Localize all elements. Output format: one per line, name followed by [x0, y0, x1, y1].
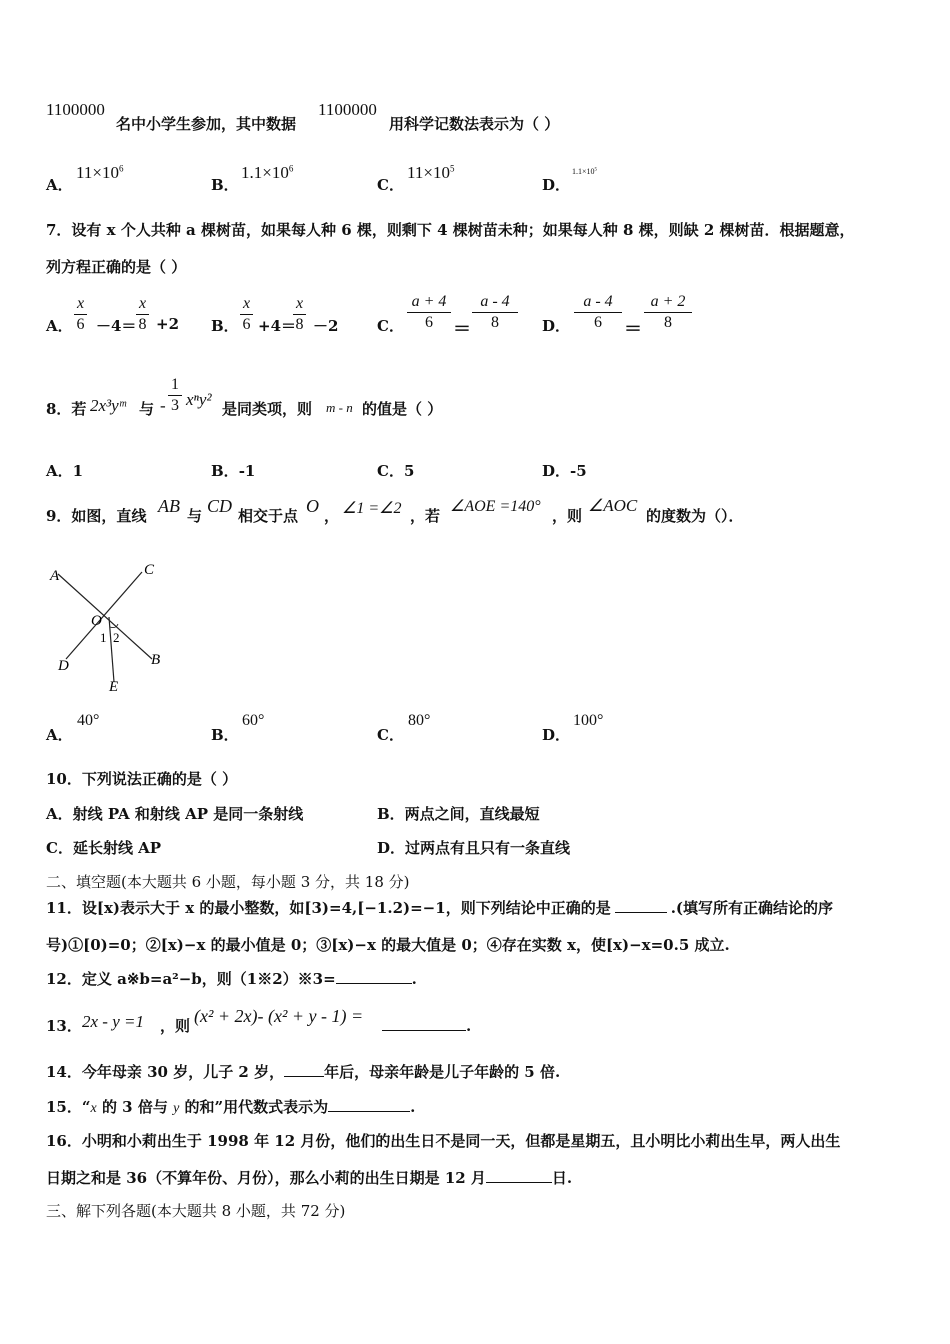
q8-option-c: C．5: [377, 462, 415, 480]
q7-a-mid: －4＝: [96, 317, 137, 335]
q12: 12．定义 a※b=a²−b，则（1※2）※3= .: [46, 970, 417, 988]
q7-a-label: A．: [46, 317, 73, 335]
q11-line2: 号)①[0)=0；②[x)−x 的最小值是 0；③[x)−x 的最大值是 0；④存在实数 x，使[x)−x=0.5 成立.: [46, 936, 730, 954]
label-o: O: [91, 613, 102, 629]
label-d: D: [58, 658, 69, 674]
q6-option-b-label: B．: [211, 176, 239, 194]
q11-line1: 11．设[x)表示大于 x 的最小整数，如[3)=4,[−1.2)=−1，则下列结论中正确的是 .(填写所有正确结论的序: [46, 899, 834, 917]
label-c: C: [144, 562, 155, 578]
line-oe: [109, 617, 114, 682]
q6-text-2: 用科学记数法表示为（ ）: [389, 115, 560, 133]
q6-number-2: 1100000: [318, 100, 377, 119]
q10-option-a: A．射线 PA 和射线 AP 是同一条射线: [46, 805, 304, 823]
q6-option-b-value: $1.1\times 10^6$: [241, 163, 294, 182]
q7-stem-line1: 7．设有 x 个人共种 a 棵树苗，如果每人种 6 棵，则剩下 4 棵树苗未种；如果每人种 8 棵，则缺 2 棵树苗．根据题意，: [46, 221, 855, 239]
label-e: E: [109, 679, 119, 695]
q7-c-frac1: a + 4 6: [407, 292, 451, 333]
q9-b-value: 60°: [242, 712, 265, 729]
q8-option-b: B．-1: [211, 462, 256, 480]
line-cd: [66, 572, 142, 659]
q8-option-d: D．-5: [542, 462, 587, 480]
q6-option-c-label: C．: [377, 176, 404, 194]
q10-option-d: D．过两点有且只有一条直线: [377, 839, 571, 857]
q9-cross: 相交于点: [238, 507, 299, 525]
q13-blank: .: [382, 1016, 471, 1036]
q7-c-label: C．: [377, 317, 404, 335]
q9-tail: 的度数为（）．: [646, 507, 744, 525]
q7-c-mid: ＝: [453, 319, 471, 340]
q9-ab: AB: [158, 496, 180, 516]
q13-condition: 2x - y =1: [82, 1012, 144, 1031]
q8-expr2-rest: xⁿy²: [186, 390, 212, 409]
q9-d-value: 100°: [573, 712, 604, 729]
q7-b-frac1: x 6: [240, 294, 253, 335]
line-ab: [58, 574, 152, 659]
q9-c-label: C．: [377, 726, 404, 744]
q6-option-a-label: A．: [46, 176, 73, 194]
q10-stem: 10．下列说法正确的是（ ）: [46, 770, 238, 788]
q13-ze: ，则: [160, 1017, 191, 1035]
q9-a-label: A．: [46, 726, 73, 744]
label-a: A: [50, 568, 60, 584]
section-3-heading: 三、解下列各题(本大题共 8 小题，共 72 分): [46, 1202, 346, 1220]
q8-tail: 的值是（ ）: [362, 400, 443, 418]
q13-number: 13．: [46, 1017, 82, 1035]
q9-angles: ∠1 =∠2: [342, 500, 402, 517]
q9-cd: CD: [207, 496, 233, 516]
q9-figure: [44, 555, 184, 700]
q6-text-1: 名中小学生参加，其中数据: [116, 115, 297, 133]
q7-b-label: B．: [211, 317, 239, 335]
q9-aoe: ∠AOE =140°: [450, 498, 541, 515]
section-2-heading: 二、填空题(本大题共 6 小题，每小题 3 分，共 18 分): [46, 873, 410, 891]
q8-expr1: 2x³yᵐ: [90, 396, 126, 415]
q8-option-a: A．1: [46, 462, 84, 480]
q9-comma: ，: [324, 507, 340, 525]
q7-d-frac2: a + 2 8: [644, 292, 692, 333]
q7-d-mid: ＝: [624, 319, 642, 340]
q9-b-label: B．: [211, 726, 239, 744]
q13-expression: (x² + 2x)- (x² + y - 1) =: [194, 1006, 364, 1026]
q8-prefix: 8．若: [46, 400, 87, 418]
q8-expr3: m - n: [326, 400, 353, 415]
q9-ze: ，则: [552, 507, 583, 525]
q9-aoc: ∠AOC: [588, 496, 638, 515]
q7-d-frac1: a - 4 6: [574, 292, 622, 333]
q9-prefix: 9．如图，直线: [46, 507, 147, 525]
q16-line2: 日期之和是 36（不算年份、月份），那么小莉的出生日期是 12 月 日.: [46, 1169, 573, 1187]
q9-a-value: 40°: [77, 712, 100, 729]
q6-option-a-value: $11\times 10^6$: [76, 163, 124, 182]
q9-ruo: ，若: [410, 507, 441, 525]
q7-a-tail: +2: [156, 315, 180, 333]
q7-c-frac2: a - 4 8: [472, 292, 518, 333]
q9-and: 与: [187, 507, 203, 525]
label-1: 1: [100, 630, 107, 645]
q7-b-mid: +4＝: [258, 317, 297, 335]
q7-a-frac2: x 8: [136, 294, 149, 335]
q7-b-frac2: x 8: [293, 294, 306, 335]
q7-stem-line2: 列方程正确的是（ ）: [46, 258, 187, 276]
q16-line1: 16．小明和小莉出生于 1998 年 12 月份，他们的出生日不是同一天，但都是星期五，且小明比小莉出生早，两人出生: [46, 1132, 841, 1150]
q8-with: 与: [139, 400, 155, 418]
q6-number-1: 1100000: [46, 100, 105, 119]
q8-expr2-frac: 1 3: [168, 375, 182, 416]
q10-option-c: C．延长射线 AP: [46, 839, 162, 857]
q6-option-d-label: D．: [542, 176, 571, 194]
q6-option-d-value: $1.1\times 10^5$: [572, 167, 598, 176]
label-b: B: [151, 652, 161, 668]
q6-option-c-value: $11\times 10^5$: [407, 163, 455, 182]
q8-expr2-sign: -: [160, 396, 166, 415]
q7-d-label: D．: [542, 317, 571, 335]
q8-mid: 是同类项，则: [222, 400, 313, 418]
q15: 15．“x 的 3 倍与 y 的和”用代数式表示为 .: [46, 1098, 416, 1116]
q9-d-label: D．: [542, 726, 571, 744]
q7-b-tail: －2: [313, 317, 339, 335]
q10-option-b: B．两点之间，直线最短: [377, 805, 540, 823]
q9-o: O: [306, 496, 319, 516]
q9-c-value: 80°: [408, 712, 431, 729]
q7-a-frac1: x 6: [74, 294, 87, 335]
q14: 14．今年母亲 30 岁，儿子 2 岁， 年后，母亲年龄是儿子年龄的 5 倍.: [46, 1063, 561, 1081]
label-2: 2: [113, 630, 120, 645]
